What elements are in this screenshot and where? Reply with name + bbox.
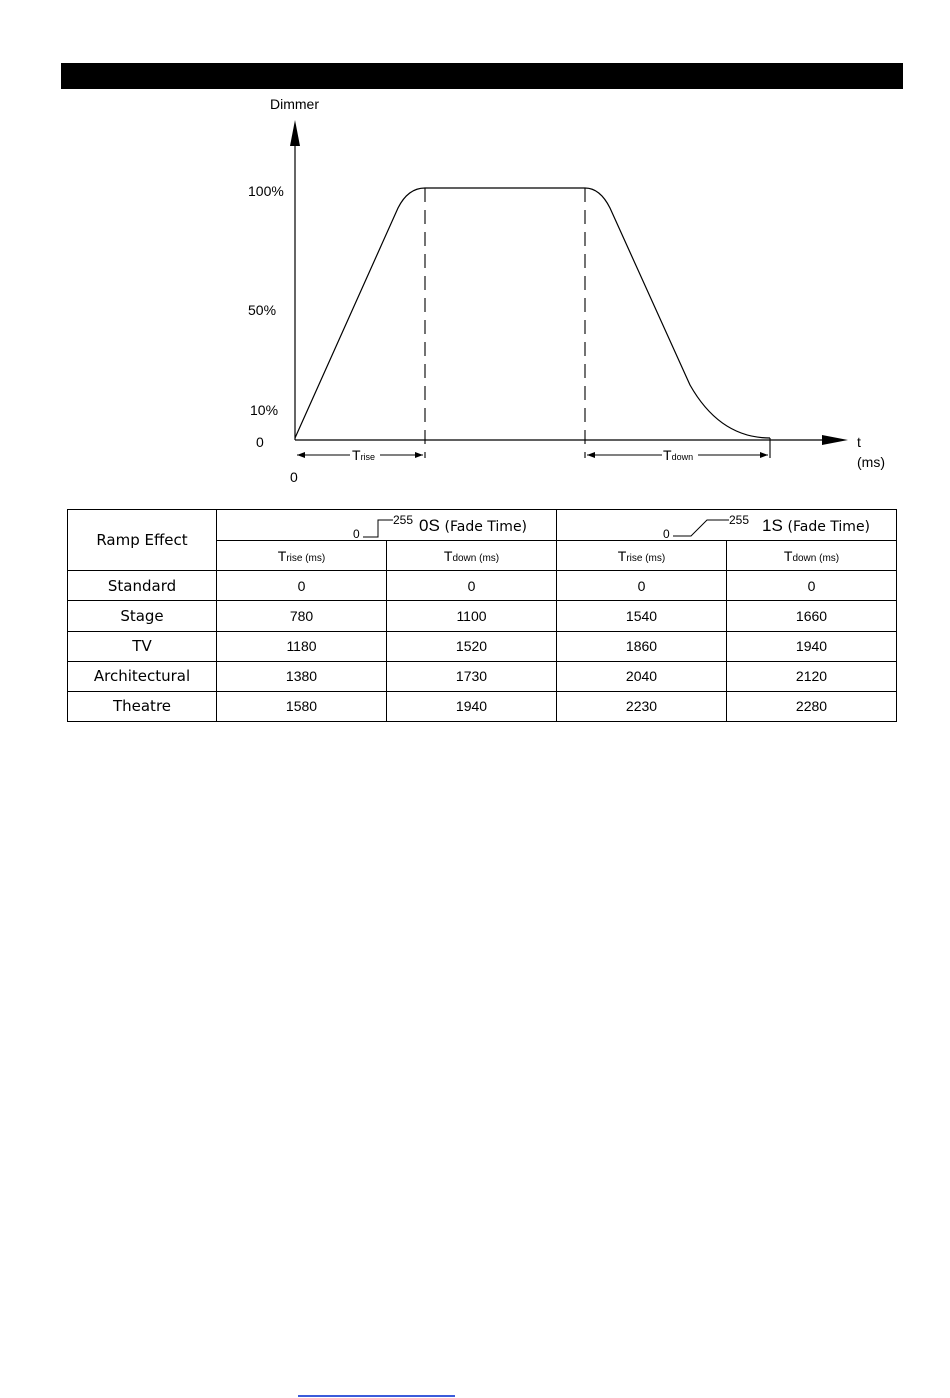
table-cell: 1940 [387, 691, 557, 721]
footer-link-underline[interactable] [298, 1395, 455, 1397]
table-cell: 1100 [387, 601, 557, 631]
y-axis-arrow-icon [290, 120, 300, 146]
x-axis-label: t [857, 434, 861, 450]
table-row [68, 631, 897, 661]
table-cell: 1940 [727, 631, 897, 661]
x-axis-unit: (ms) [857, 454, 885, 470]
row-label: Standard [68, 571, 217, 601]
subheader-t-rise-1s: Trise (ms) [557, 541, 727, 571]
table-cell: 0 [727, 571, 897, 601]
table-cell: 0 [387, 571, 557, 601]
dimmer-ramp-diagram [0, 0, 950, 500]
table-cell: 2120 [727, 661, 897, 691]
subheader-t-down-1s: Tdown (ms) [727, 541, 897, 571]
fade-time-value-0s: 0S [419, 516, 440, 536]
table-cell: 1660 [727, 601, 897, 631]
table-cell: 1860 [557, 631, 727, 661]
row-label: Stage [68, 601, 217, 631]
y-tick-10: 10% [250, 402, 279, 418]
table-cell: 2230 [557, 691, 727, 721]
fade-time-value-1s: 1S [762, 516, 783, 536]
table-row [68, 571, 897, 601]
fade-group-header-0s [217, 510, 557, 541]
subheader-t-down-0s: Tdown (ms) [387, 541, 557, 571]
ramp-effect-header: Ramp Effect [68, 510, 217, 571]
table-cell: 1520 [387, 631, 557, 661]
table-cell: 1730 [387, 661, 557, 691]
table-row [68, 601, 897, 631]
t-rise-label: Trise [352, 447, 376, 463]
svg-text:255: 255 [393, 513, 414, 528]
table-cell: 0 [217, 571, 387, 601]
row-label: TV [68, 631, 217, 661]
subheader-t-rise-0s: Trise (ms) [217, 541, 387, 571]
y-axis-label: Dimmer [270, 96, 319, 112]
table-row [68, 691, 897, 721]
t-rise-right-arrow-icon [415, 452, 423, 458]
y-tick-0: 0 [256, 434, 264, 450]
table-row [68, 661, 897, 691]
table-cell: 1380 [217, 661, 387, 691]
t-rise-left-arrow-icon [297, 452, 305, 458]
t-down-right-arrow-icon [760, 452, 768, 458]
row-label: Architectural [68, 661, 217, 691]
fade-time-label-1s: (Fade Time) [787, 519, 871, 536]
x-origin-label: 0 [290, 469, 298, 485]
table-cell: 0 [557, 571, 727, 601]
svg-text:255: 255 [729, 513, 749, 528]
fade-time-label-0s: (Fade Time) [444, 519, 528, 536]
ramp-0-255-icon [659, 510, 749, 540]
x-axis-arrow-icon [822, 435, 848, 445]
fade-group-header-1s [557, 510, 897, 541]
table-cell: 1180 [217, 631, 387, 661]
table-cell: 2280 [727, 691, 897, 721]
table-cell: 780 [217, 601, 387, 631]
svg-text:0: 0 [353, 527, 360, 541]
step-0-255-icon [335, 510, 415, 540]
dimmer-curve [295, 188, 770, 438]
row-label: Theatre [68, 691, 217, 721]
table-cell: 1540 [557, 601, 727, 631]
y-tick-50: 50% [248, 302, 277, 318]
y-tick-100: 100% [248, 183, 284, 199]
table-cell: 1580 [217, 691, 387, 721]
ramp-effect-table [67, 509, 897, 722]
svg-text:0: 0 [663, 527, 670, 541]
t-down-left-arrow-icon [587, 452, 595, 458]
table-cell: 2040 [557, 661, 727, 691]
t-down-label: Tdown [663, 447, 694, 463]
